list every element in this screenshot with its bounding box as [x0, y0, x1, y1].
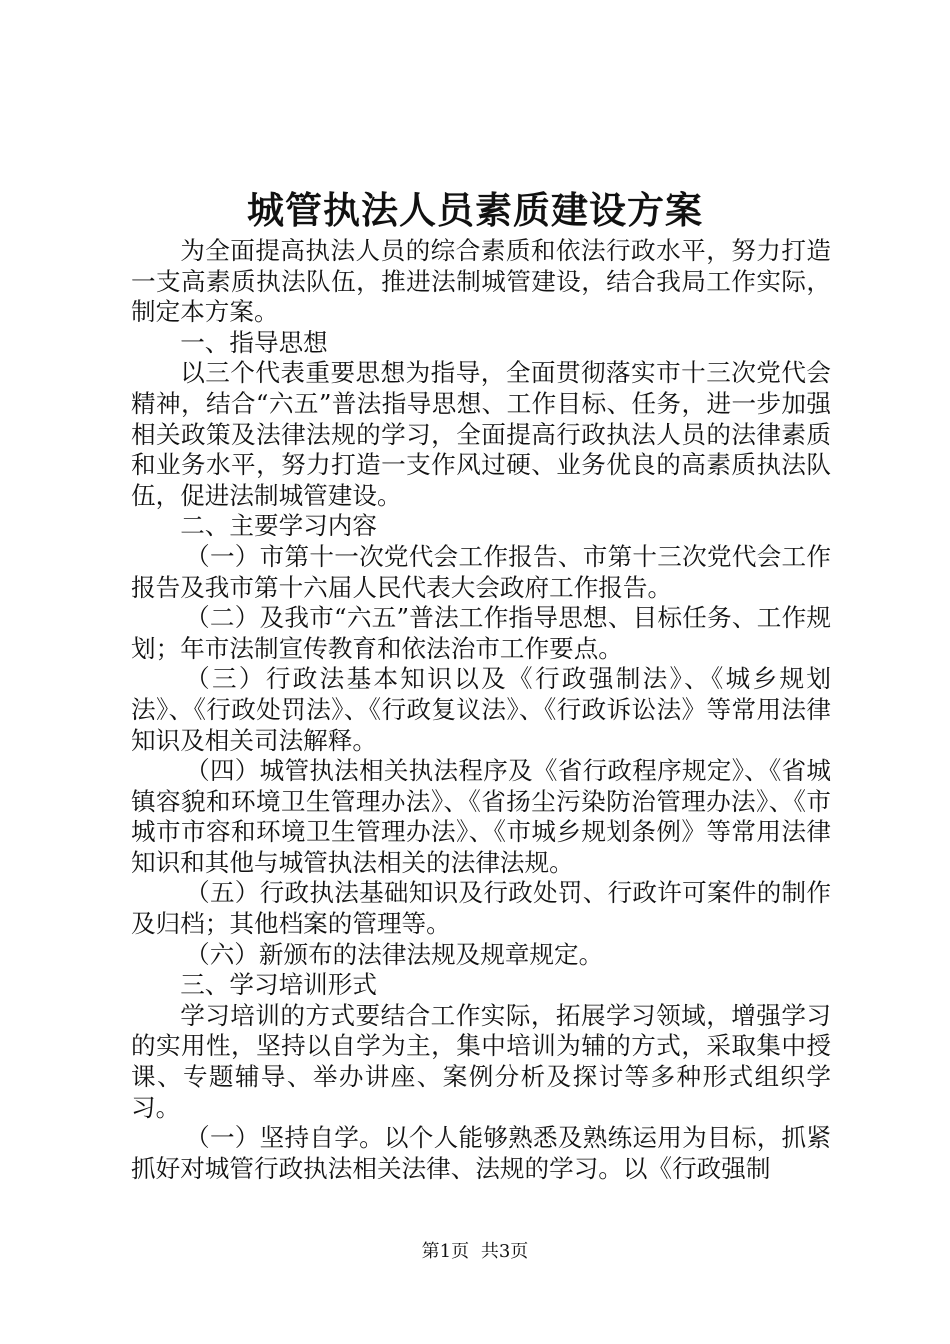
- study-item-3: （三）行政法基本知识以及《行政强制法》、《城乡规划法》、《行政处罚法》、《行政复议法》、《行政诉讼法》等常用法律知识及相关司法解释。: [131, 664, 831, 755]
- study-item-1: （一）市第十一次党代会工作报告、市第十三次党代会工作报告及我市第十六届人民代表大会政府工作报告。: [131, 541, 831, 602]
- page-number-footer: 第1页 共3页: [421, 1241, 529, 1262]
- document-title: 城管执法人员素质建设方案: [247, 188, 703, 232]
- study-item-4: （四）城管执法相关执法程序及《省行政程序规定》、《省城镇容貌和环境卫生管理办法》、《省扬尘污染防治管理办法》、《市城市市容和环境卫生管理办法》、《市城乡规划条例》等常用法律知识和其他与城管执法相关的法律法规。: [131, 756, 831, 877]
- section-heading-training-form: 三、学习培训形式: [180, 970, 377, 1000]
- section-heading-study-content: 二、主要学习内容: [180, 511, 377, 541]
- study-item-2: （二）及我市“六五”普法工作指导思想、目标任务、工作规划；年市法制宣传教育和依法治市工作要点。: [131, 603, 831, 663]
- study-item-5: （五）行政执法基础知识及行政处罚、行政许可案件的制作及归档；其他档案的管理等。: [131, 878, 831, 939]
- training-item-1: （一）坚持自学。以个人能够熟悉及熟练运用为目标，抓紧抓好对城管行政执法相关法律、法规的学习。以《行政强制: [131, 1123, 831, 1183]
- guiding-thought-paragraph: 以三个代表重要思想为指导，全面贯彻落实市十三次党代会精神，结合“六五”普法指导思想、工作目标、任务，进一步加强相关政策及法律法规的学习，全面提高行政执法人员的法律素质和业务水平，努力打造一支作风过硬、业务优良的高素质执法队伍，促进法制城管建设。: [131, 358, 831, 510]
- study-item-6: （六）新颁布的法律法规及规章规定。: [185, 939, 604, 969]
- document-body: [131, 236, 831, 1184]
- section-heading-guiding-thought: 一、指导思想: [180, 327, 328, 357]
- training-form-paragraph: 学习培训的方式要结合工作实际，拓展学习领域，增强学习的实用性，坚持以自学为主，集中培训为辅的方式，采取集中授课、专题辅导、举办讲座、案例分析及探讨等多种形式组织学习。: [131, 1000, 831, 1122]
- intro-paragraph: 为全面提高执法人员的综合素质和依法行政水平，努力打造一支高素质执法队伍，推进法制城管建设，结合我局工作实际，制定本方案。: [131, 236, 831, 327]
